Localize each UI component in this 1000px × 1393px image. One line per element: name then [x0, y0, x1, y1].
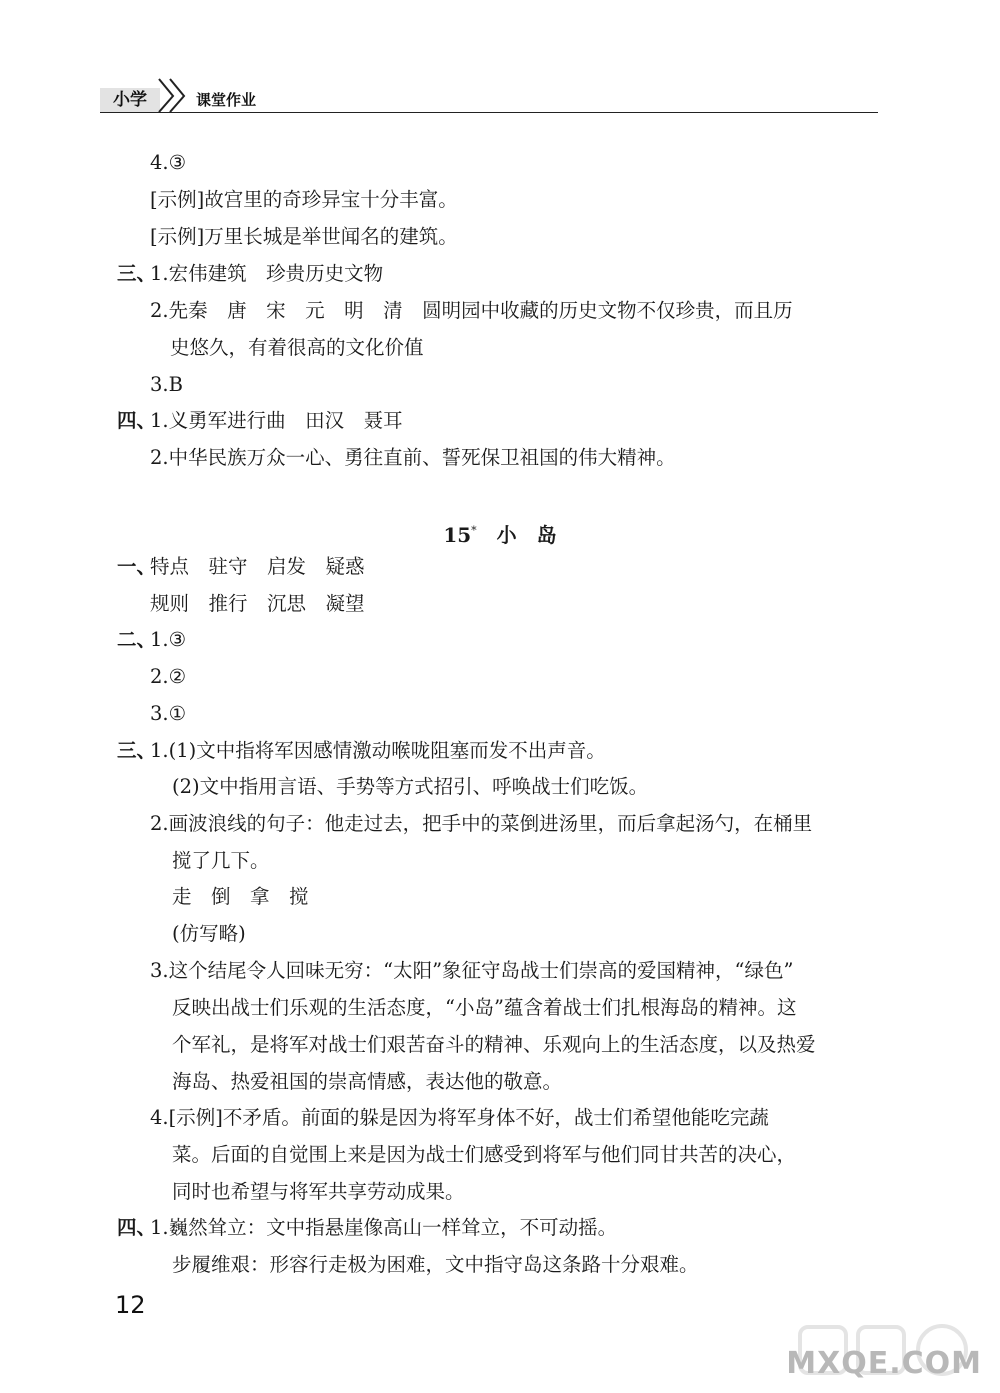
answer-line: 1.义勇军进行曲 田汉 聂耳 — [150, 409, 403, 432]
section-marker: 一、 — [117, 555, 157, 578]
answer-line: 2.中华民族万众一心、勇往直前、誓死保卫祖国的伟大精神。 — [150, 446, 676, 469]
answer-line: 特点 驻守 启发 疑惑 — [150, 555, 365, 578]
answer-line: 2.先秦 唐 宋 元 明 清 圆明园中收藏的历史文物不仅珍贵，而且历 — [150, 299, 793, 322]
answer-line: 步履维艰：形容行走极为困难，文中指守岛这条路十分艰难。 — [172, 1253, 699, 1276]
header-rule — [100, 112, 878, 113]
answer-line: 3.① — [150, 702, 187, 725]
answer-line: 3.B — [150, 373, 183, 396]
answer-line: 3.这个结尾令人回味无穷：“太阳”象征守岛战士们崇高的爱国精神，“绿色” — [150, 959, 794, 982]
lesson-name: 小 岛 — [496, 523, 557, 547]
answer-line: (2)文中指用言语、手势等方式招引、呼唤战士们吃饭。 — [172, 775, 649, 798]
answer-line: 4.[示例]不矛盾。前面的躲是因为将军身体不好，战士们希望他能吃完蔬 — [150, 1106, 769, 1129]
answer-line: [示例]万里长城是举世闻名的建筑。 — [150, 225, 458, 248]
answer-line: 史悠久，有着很高的文化价值 — [170, 336, 424, 359]
answer-line: 反映出战士们乐观的生活态度，“小岛”蕴含着战士们扎根海岛的精神。这 — [172, 996, 797, 1019]
answer-line: 1.巍然耸立：文中指悬崖像高山一样耸立，不可动摇。 — [150, 1216, 618, 1239]
answer-line: 同时也希望与将军共享劳动成果。 — [172, 1180, 465, 1203]
answer-line: 1.宏伟建筑 珍贵历史文物 — [150, 262, 384, 285]
answer-line: 走 倒 拿 搅 — [172, 885, 309, 908]
section-marker: 三、 — [117, 739, 157, 762]
section-marker: 四、 — [117, 409, 157, 432]
answer-line: (仿写略) — [172, 922, 246, 945]
answer-line: 4.③ — [150, 151, 187, 174]
page-header — [100, 68, 878, 112]
answer-line: [示例]故宫里的奇珍异宝十分丰富。 — [150, 188, 458, 211]
header-title: 课堂作业 — [196, 91, 257, 109]
section-marker: 四、 — [117, 1216, 157, 1239]
double-chevron-icon — [156, 76, 190, 112]
lesson-number: 15 — [443, 523, 472, 547]
answer-line: 搅了几下。 — [172, 849, 270, 872]
header-tab: 小学 — [100, 88, 160, 112]
section-marker: 二、 — [117, 628, 157, 651]
answer-line: 个军礼，是将军对战士们艰苦奋斗的精神、乐观向上的生活态度，以及热爱 — [172, 1033, 816, 1056]
answer-line: 海岛、热爱祖国的崇高情感，表达他的敬意。 — [172, 1070, 563, 1093]
answer-line: 菜。后面的自觉围上来是因为战士们感受到将军与他们同甘共苦的决心， — [172, 1143, 797, 1166]
answer-line: 1.(1)文中指将军因感情激动喉咙阻塞而发不出声音。 — [150, 739, 606, 762]
watermark-text: MXQE.COM — [786, 1346, 982, 1381]
section-marker: 三、 — [117, 262, 157, 285]
lesson-mark: * — [471, 524, 477, 537]
answer-line: 规则 推行 沉思 凝望 — [150, 592, 365, 615]
answer-line: 2.② — [150, 665, 187, 688]
answer-line: 2.画波浪线的句子：他走过去，把手中的菜倒进汤里，而后拿起汤勺，在桶里 — [150, 812, 813, 835]
answer-line: 1.③ — [150, 628, 187, 651]
lesson-title — [0, 518, 1000, 548]
page-number: 12 — [115, 1291, 146, 1319]
